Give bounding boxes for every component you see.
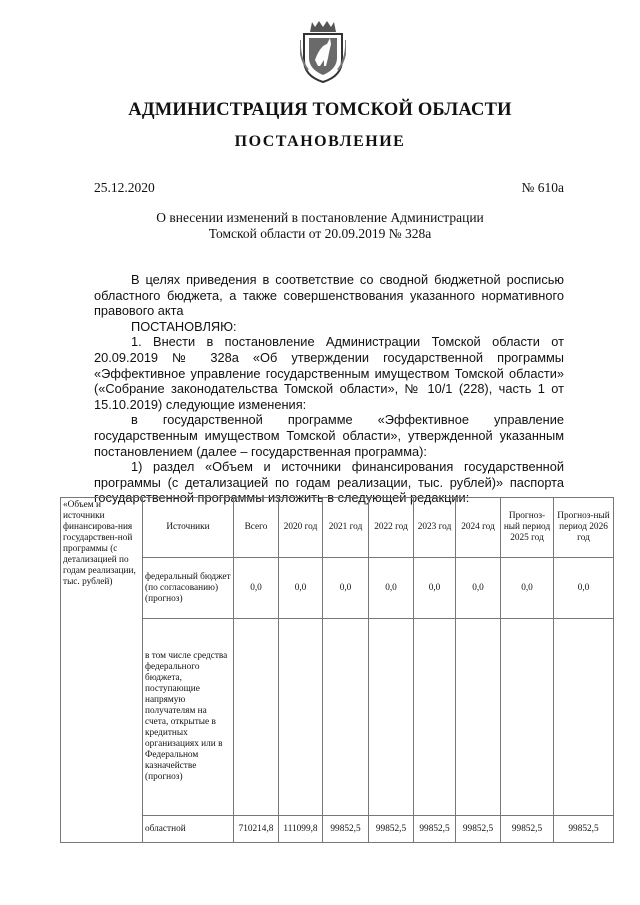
value-cell bbox=[323, 619, 369, 816]
value-cell: 0,0 bbox=[323, 558, 369, 619]
value-cell: 0,0 bbox=[456, 558, 501, 619]
tomsk-coat-of-arms-icon bbox=[300, 18, 346, 84]
header-cell: 2022 год bbox=[369, 498, 414, 558]
document-date: 25.12.2020 bbox=[94, 180, 155, 195]
header-cell: 2024 год bbox=[456, 498, 501, 558]
value-cell: 0,0 bbox=[234, 558, 279, 619]
header-cell: 2023 год bbox=[414, 498, 456, 558]
paragraph: 1. Внести в постановление Администрации Томской области от 20.09.2019 № 328а «Об утверждении государственной программы «Эффективное управление государственным имуществом Томской области» («Собрание законодательства Томской области», № 10/1 (228), часть 1 от 15.10.2019) следующие изменения: bbox=[94, 334, 564, 412]
value-cell bbox=[414, 619, 456, 816]
value-cell bbox=[456, 619, 501, 816]
organization-title: АДМИНИСТРАЦИЯ ТОМСКОЙ ОБЛАСТИ bbox=[128, 100, 512, 120]
value-cell bbox=[501, 619, 554, 816]
paragraph-resolve: ПОСТАНОВЛЯЮ: bbox=[131, 318, 237, 334]
value-cell bbox=[369, 619, 414, 816]
value-cell: 0,0 bbox=[501, 558, 554, 619]
value-cell bbox=[554, 619, 614, 816]
table-row bbox=[61, 558, 614, 619]
value-cell: 99852,5 bbox=[554, 816, 614, 843]
header-cell: Источники bbox=[143, 498, 234, 558]
table-row bbox=[61, 816, 614, 843]
financing-table bbox=[60, 497, 614, 843]
value-cell: 111099,8 bbox=[279, 816, 323, 843]
value-cell: 0,0 bbox=[369, 558, 414, 619]
value-cell bbox=[234, 619, 279, 816]
header-cell: Прогноз-ный период 2025 год bbox=[501, 498, 554, 558]
header-cell: 2020 год bbox=[279, 498, 323, 558]
document-subject bbox=[0, 210, 640, 242]
table-header-row bbox=[61, 498, 614, 558]
table-row bbox=[61, 619, 614, 816]
header-cell: Всего bbox=[234, 498, 279, 558]
document-body bbox=[94, 272, 564, 506]
subject-line: Томской области от 20.09.2019 № 328а bbox=[208, 226, 432, 241]
value-cell: 99852,5 bbox=[323, 816, 369, 843]
document-type: ПОСТАНОВЛЕНИЕ bbox=[234, 133, 406, 150]
source-cell: федеральный бюджет (по согласованию) (прогноз) bbox=[143, 558, 234, 619]
value-cell: 0,0 bbox=[279, 558, 323, 619]
value-cell: 99852,5 bbox=[456, 816, 501, 843]
value-cell: 0,0 bbox=[414, 558, 456, 619]
paragraph: 1) раздел «Объем и источники финансирования государственной программы (с детализацией по годам реализации, тыс. рублей)» паспорта государственной программы изложить в следующей редакции: bbox=[94, 459, 564, 506]
value-cell bbox=[279, 619, 323, 816]
value-cell: 99852,5 bbox=[501, 816, 554, 843]
paragraph: в государственной программе «Эффективное управление государственным имуществом Томской области», утвержденной указанным постановлением (далее – государственная программа): bbox=[94, 412, 564, 459]
value-cell: 0,0 bbox=[554, 558, 614, 619]
subject-line: О внесении изменений в постановление Администрации bbox=[156, 210, 484, 225]
source-cell: областной bbox=[143, 816, 234, 843]
document-number: № 610а bbox=[521, 180, 564, 195]
paragraph: В целях приведения в соответствие со сводной бюджетной росписью областного бюджета, а также совершенствования указанного нормативного правового акта bbox=[94, 272, 564, 319]
source-cell: в том числе средства федерального бюджета, поступающие напрямую получателям на счета, открытые в кредитных организациях или в Федеральном казначействе (прогноз) bbox=[143, 619, 234, 816]
header-cell: 2021 год bbox=[323, 498, 369, 558]
row-label-cell: «Объем и источники финансирова-ния государствен-ной программы (с детализацией по годам реализации, тыс. рублей) bbox=[61, 498, 143, 843]
value-cell: 99852,5 bbox=[414, 816, 456, 843]
value-cell: 99852,5 bbox=[369, 816, 414, 843]
header-cell: Прогноз-ный период 2026 год bbox=[554, 498, 614, 558]
value-cell: 710214,8 bbox=[234, 816, 279, 843]
